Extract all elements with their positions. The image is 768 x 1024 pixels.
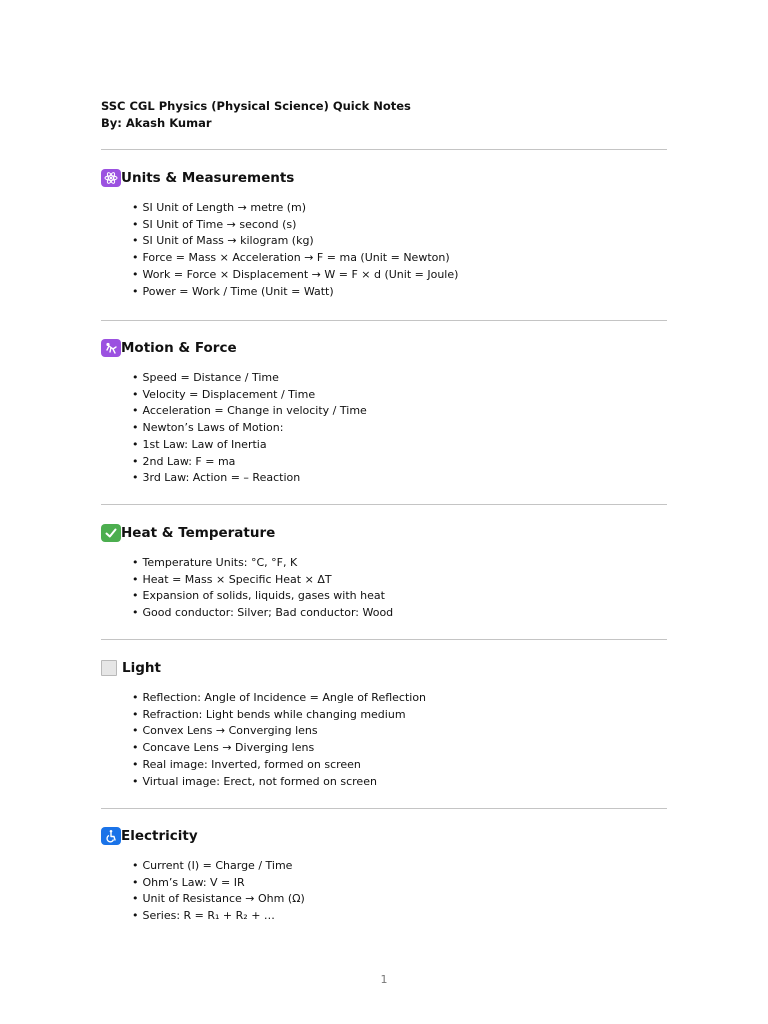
- wheelchair-symbol-icon: [101, 827, 121, 845]
- section-units-measurements: [101, 168, 667, 300]
- document-author: By: Akash Kumar: [101, 115, 212, 130]
- list-item: • Velocity = Displacement / Time: [132, 387, 667, 404]
- divider: [101, 149, 667, 150]
- white-square-icon: [101, 660, 117, 676]
- list-item: • Reflection: Angle of Incidence = Angle of Reflection: [132, 690, 667, 707]
- list-item: • SI Unit of Mass → kilogram (kg): [132, 233, 667, 250]
- list-item: • Power = Work / Time (Unit = Watt): [132, 284, 667, 301]
- section-heading-text: Electricity: [121, 828, 198, 844]
- section-heading: [101, 523, 667, 543]
- bullet-list: [101, 200, 667, 300]
- list-item: • SI Unit of Length → metre (m): [132, 200, 667, 217]
- divider: [101, 808, 667, 809]
- page-number: 1: [380, 973, 388, 986]
- section-heading: [101, 338, 667, 358]
- section-heading: [101, 826, 667, 846]
- list-item: • Virtual image: Erect, not formed on screen: [132, 774, 667, 791]
- list-item: • Real image: Inverted, formed on screen: [132, 757, 667, 774]
- check-mark-button-icon: [101, 524, 121, 542]
- list-item: • 2nd Law: F = ma: [132, 454, 667, 471]
- list-item: • Current (I) = Charge / Time: [132, 858, 667, 875]
- divider: [101, 504, 667, 505]
- list-item: • Heat = Mass × Specific Heat × ΔT: [132, 572, 667, 589]
- section-heading-text: Heat & Temperature: [121, 525, 276, 541]
- section-heading-text: Motion & Force: [121, 340, 237, 356]
- list-item: • Concave Lens → Diverging lens: [132, 740, 667, 757]
- list-item: • Expansion of solids, liquids, gases with heat: [132, 588, 667, 605]
- list-item: • Newton’s Laws of Motion:: [132, 420, 667, 437]
- section-motion-force: [101, 338, 667, 487]
- list-item: • Speed = Distance / Time: [132, 370, 667, 387]
- section-heading-text: Units & Measurements: [121, 170, 295, 186]
- section-heading: [101, 168, 667, 188]
- list-item: • 1st Law: Law of Inertia: [132, 437, 667, 454]
- section-heat-temperature: [101, 523, 667, 622]
- bullet-list: [101, 690, 667, 790]
- list-item: • Force = Mass × Acceleration → F = ma (Unit = Newton): [132, 250, 667, 267]
- bullet-list: [101, 370, 667, 487]
- list-item: • 3rd Law: Action = – Reaction: [132, 470, 667, 487]
- section-heading: [101, 658, 667, 678]
- list-item: • Refraction: Light bends while changing medium: [132, 707, 667, 724]
- list-item: • SI Unit of Time → second (s): [132, 217, 667, 234]
- list-item: • Temperature Units: °C, °F, K: [132, 555, 667, 572]
- list-item: • Unit of Resistance → Ohm (Ω): [132, 891, 667, 908]
- bullet-list: [101, 555, 667, 622]
- bullet-list: [101, 858, 667, 925]
- document-title: SSC CGL Physics (Physical Science) Quick Notes: [101, 99, 411, 113]
- section-light: [101, 658, 667, 790]
- list-item: • Good conductor: Silver; Bad conductor: Wood: [132, 605, 667, 622]
- section-heading-text: Light: [122, 660, 161, 676]
- person-cartwheeling-icon: [101, 339, 121, 357]
- document-header: [101, 98, 411, 131]
- atom-symbol-icon: [101, 169, 121, 187]
- divider: [101, 320, 667, 321]
- section-electricity: [101, 826, 667, 925]
- list-item: • Work = Force × Displacement → W = F × d (Unit = Joule): [132, 267, 667, 284]
- list-item: • Series: R = R₁ + R₂ + …: [132, 908, 667, 925]
- divider: [101, 639, 667, 640]
- list-item: • Ohm’s Law: V = IR: [132, 875, 667, 892]
- list-item: • Convex Lens → Converging lens: [132, 723, 667, 740]
- list-item: • Acceleration = Change in velocity / Time: [132, 403, 667, 420]
